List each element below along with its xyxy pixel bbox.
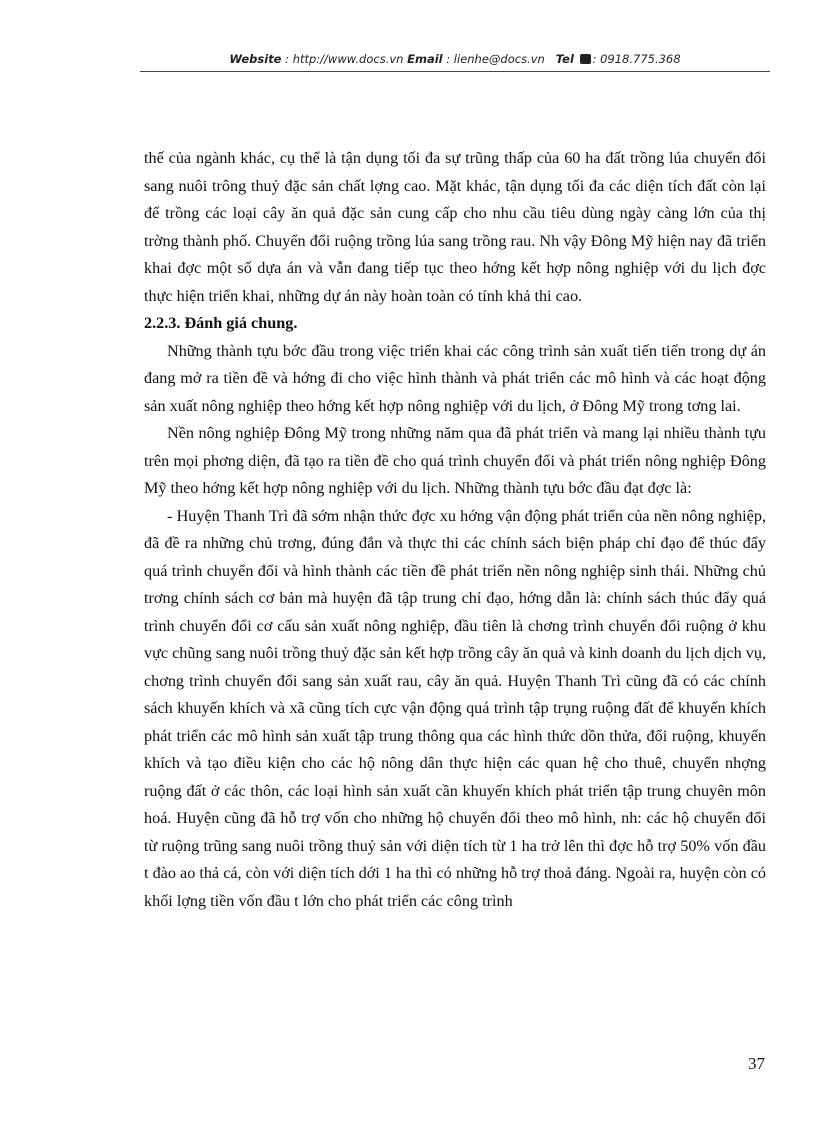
email-separator: : <box>442 52 454 66</box>
email-address[interactable]: lienhe@docs.vn <box>453 52 545 66</box>
tel-label: Tel <box>555 52 574 66</box>
page-header <box>140 51 770 73</box>
email-label: Email <box>407 52 443 66</box>
section-heading: 2.2.3. Đánh giá chung. <box>144 314 298 332</box>
tel-number: : 0918.775.368 <box>592 52 681 66</box>
header-rule <box>140 71 770 72</box>
phone-icon <box>580 54 591 64</box>
page-number: 37 <box>748 1054 765 1073</box>
paragraph: Nền nông nghiệp Đông Mỹ trong những năm qua đã phát triển và mang lại nhiều thành tựu trên mọi phơng diện, đã tạo ra tiền đề cho quá trình chuyển đổi và phát triển nông nghiệp Đông Mỹ theo hớng kết hợp nông nghiệp với du lịch. Những thành tựu bớc đầu đạt đợc là: <box>144 424 766 497</box>
website-separator: : <box>281 52 293 66</box>
paragraph: - Huyện Thanh Trì đã sớm nhận thức đợc xu hớng vận động phát triển của nền nông nghiệp, đã đề ra những chủ trơng, đúng đắn và thực thi các chính sách biện pháp chỉ đạo để thúc đẩy quá trình chuyển đổi và hình thành các tiền đề phát triển nền nông nghiệp sinh thái. Những chủ trơng chính sách cơ bản mà huyện đã tập trung chỉ đạo, hớng dẫn là: chính sách thúc đẩy quá trình chuyển đổi cơ cấu sản xuất nông nghiệp, đầu tiên là chơng trình chuyển đổi ruộng ở khu vực chũng sang nuôi trồng thuỷ đặc sản kết hợp trồng cây ăn quả và kinh doanh du lịch dịch vụ, chơng trình chuyển đổi sang sản xuất rau, cây ăn quả. Huyện Thanh Trì cũng đã có các chính sách khuyến khích và xã cũng tích cực vận động quá trình tập trụng ruộng đất để khuyến khích phát triển các mô hình sản xuất tập trung thông qua các hình thức dồn thửa, đổi ruộng, khuyến khích và tạo điều kiện cho các hộ nông dân thực hiện các quan hệ cho thuê, chuyển nhợng ruộng đất ở các thôn, các loại hình sản xuất cần khuyến khích phát triển tập trung chuyên môn hoá. Huyện cũng đã hỗ trợ vốn cho những hộ chuyển đổi theo mô hình, nh: các hộ chuyển đổi từ ruộng trũng sang nuôi trồng thuỷ sản với diện tích từ 1 ha trở lên thì đợc hỗ trợ 50% vốn đầu t đào ao thả cá, còn với diện tích dới 1 ha thì có những hỗ trợ thoả đáng. Ngoài ra, huyện còn có khối lợng tiền vốn đầu t lớn cho phát triển các công trình <box>144 506 766 910</box>
paragraph: Những thành tựu bớc đầu trong việc triển khai các công trình sản xuất tiến tiến trong dự án đang mở ra tiền đề và hớng đi cho việc hình thành và phát triển các mô hình và các hoạt động sản xuất nông nghiệp theo hớng kết hợp nông nghiệp với du lịch, ở Đông Mỹ trong tơng lai. <box>144 341 766 415</box>
website-url[interactable]: http://www.docs.vn <box>292 52 404 66</box>
document-body <box>144 145 766 915</box>
website-label: Website <box>229 52 282 66</box>
paragraph: thế của ngành khác, cụ thể là tận dụng tối đa sự trũng thấp của 60 ha đất trồng lúa chuyển đổi sang nuôi trông thuỷ đặc sản chất lợng cao. Mặt khác, tận dụng tối đa các diện tích đất còn lại để trồng các loại cây ăn quả đặc sản cung cấp cho nhu cầu tiêu dùng ngày càng lớn của thị trờng thành phố. Chuyển đổi ruộng trồng lúa sang trồng rau. Nh vậy Đông Mỹ hiện nay đã triển khai đợc một số dựa án và vẫn đang tiếp tục theo hớng kết hợp nông nghiệp với du lịch đợc thực hiện triển khai, những dự án này hoàn toàn có tính khả thi cao. <box>144 149 766 305</box>
